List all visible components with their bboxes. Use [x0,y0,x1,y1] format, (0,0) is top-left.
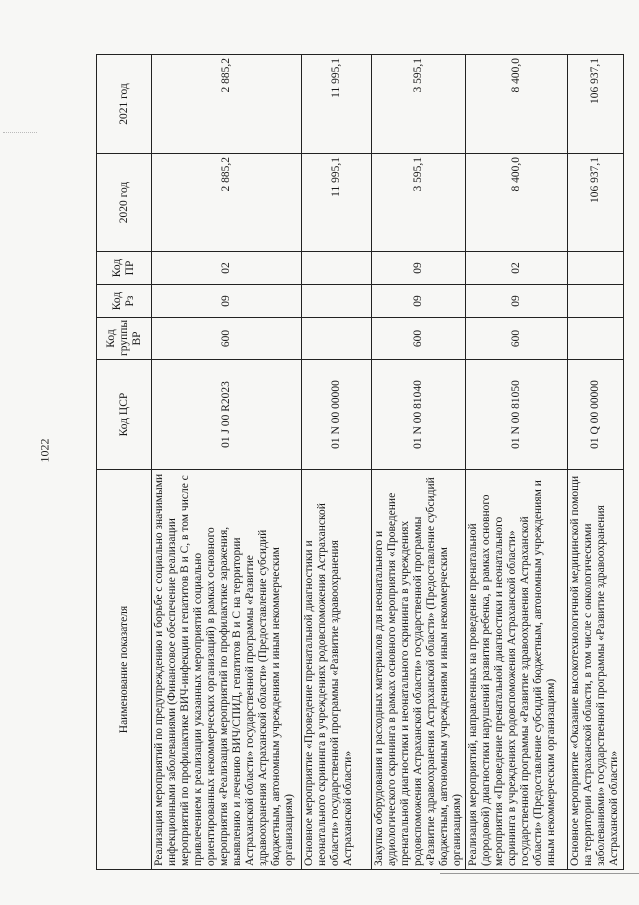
row-2020: 11 995,1 [302,154,372,252]
row-2021: 2 885,2 [152,55,302,154]
row-rz: 09 [372,285,466,318]
header-csr: Код ЦСР [97,360,152,470]
row-csr: 01 N 00 00000 [302,360,372,470]
table-row [568,55,624,870]
row-pr: 02 [466,252,568,285]
header-row [97,55,152,870]
row-rz [302,285,372,318]
row-name: Реализация мероприятий по предупреждению и борьбе с социально значимыми инфекционными заболеваниями (Финансовое обеспечение реализации мероприятий по профилактике ВИЧ-инфекции и гепатитов В и С, в том числе с привлечением к реализации указанных мероприятий социально ориентированных некоммерческих организаций) в рамках основного мероприятия «Реализация мероприятий по профилактике заражения, выявлению и лечению ВИЧ/СПИД, гепатитов В и С на территории Астраханской области» государственной программы «Развитие здравоохранения Астраханской области» (Предоставление субсидий бюджетным, автономным учреждениям и иным некоммерческим организациям) [152,470,302,870]
row-csr: 01 N 00 81040 [372,360,466,470]
row-vr: 600 [152,318,302,360]
budget-table [96,54,624,870]
header-pr: Код ПР [97,252,152,285]
header-vr: Код группы ВР [97,318,152,360]
header-2021: 2021 год [97,55,152,154]
row-name: Закупка оборудования и расходных материалов для неонатального и аудиологического скрининга в рамках основного мероприятия «Проведение пренатальной диагностики и неонатального скрининга в учреждениях родовспоможения Астраханской области» государственной программы «Развитие здравоохранения Астраханской области» (Предоставление субсидий бюджетным, автономным учреждениям и иным некоммерческим организациям) [372,470,466,870]
row-vr: 600 [372,318,466,360]
row-csr: 01 N 00 81050 [466,360,568,470]
row-2020: 106 937,1 [568,154,624,252]
row-pr: 09 [372,252,466,285]
page-number: 1022 [37,438,52,463]
row-csr: 01 Q 00 00000 [568,360,624,470]
row-2021: 8 400,0 [466,55,568,154]
row-2020: 8 400,0 [466,154,568,252]
row-2021: 11 995,1 [302,55,372,154]
rotated-table-container [96,55,620,870]
row-vr [568,318,624,360]
row-2020: 2 885,2 [152,154,302,252]
row-pr: 02 [152,252,302,285]
table-row [152,55,302,870]
row-vr [302,318,372,360]
table-row [302,55,372,870]
scan-artifact [3,132,37,139]
row-rz [568,285,624,318]
row-rz: 09 [466,285,568,318]
row-pr [302,252,372,285]
header-rz: Код Рз [97,285,152,318]
row-rz: 09 [152,285,302,318]
row-vr: 600 [466,318,568,360]
table-row [466,55,568,870]
row-2020: 3 595,1 [372,154,466,252]
row-name: Основное мероприятие «Проведение пренатальной диагностики и неонатального скрининга в учреждениях родовспоможения Астраханской области» государственной программы «Развитие здравоохранения Астраханской области» [302,470,372,870]
bottom-rule [440,873,639,874]
header-2020: 2020 год [97,154,152,252]
row-name: Основное мероприятие «Оказание высокотехнологичной медицинской помощи на территории Астраханской области, в том числе с онкологическими заболеваниями» государственной программы «Развитие здравоохранения Астраханской области» [568,470,624,870]
row-name: Реализация мероприятий, направленных на проведение пренатальной (дородовой) диагностики нарушений развития ребенка, в рамках основного мероприятия «Проведение пренатальной диагностики и неонатального скрининга в учреждениях родовспоможения Астраханской области» государственной программы «Развитие здравоохранения Астраханской области» (Предоставление субсидий бюджетным, автономным учреждениям и иным некоммерческим организациям) [466,470,568,870]
row-pr [568,252,624,285]
header-name: Наименование показателя [97,470,152,870]
row-2021: 3 595,1 [372,55,466,154]
row-csr: 01 J 00 R2023 [152,360,302,470]
row-2021: 106 937,1 [568,55,624,154]
table-row [372,55,466,870]
